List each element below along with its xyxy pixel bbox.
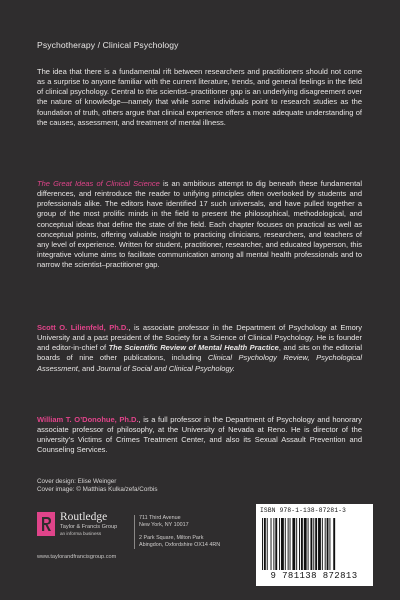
publisher-group: Taylor & Francis Group: [60, 524, 118, 530]
publisher-website: www.taylorandfrancisgroup.com: [37, 554, 117, 560]
publication-last: Journal of Social and Clinical Psychology.: [96, 363, 235, 373]
isbn-label: ISBN 978-1-138-87281-3: [260, 507, 347, 514]
address-line: New York, NY 10017: [139, 522, 189, 528]
routledge-logo-icon: [37, 512, 55, 536]
bio-text: , and: [77, 363, 97, 373]
cover-credits: [37, 478, 157, 495]
author-bio-lilienfeld: [37, 323, 362, 374]
barcode-icon: [260, 518, 368, 570]
publication-list: Clinical Psychology Review, Psychological Assessment: [37, 353, 363, 373]
address-line: 2 Park Square, Milton Park: [139, 535, 204, 541]
journal-title: The Scientific Review of Mental Health Practice: [108, 343, 279, 353]
cover-image-credit: Cover image: © Matthias Kulka/zefa/Corbis: [37, 486, 158, 494]
paragraph-text: The idea that there is a fundamental rift between researchers and practitioners should not come as a surprise to anyone familiar with the current literature, trends, and general feelings in the field of clinical psychology. Central to this scientist–practitioner gap is an underlying disagreement over the nature of knowledge—namely that while some individuals point to research studies as the foundation of truth, others argue that clinical experience offers a more adequate understanding of the causes, assessment, and treatment of mental illness.: [37, 67, 362, 127]
paragraph-text: is an ambitious attempt to dig beneath these fundamental differences, and reintroduce the reader to unifying principles often overlooked by students and professionals alike. The editors have identified 17 such universals, and have pulled together a group of the most prolific minds in the field to present the philosophical, methodological, and conceptual ideas that define the state of the field. Each chapter focuses on practical as well as conceptual points, offering valuable insight to practicing clinicians, researchers, and teachers of any level of experience. Written for student, practitioner, researcher, and educated layperson, this integrative volume aims to facilitate communication among all mental health professionals and to narrow the scientist–practitioner gap.: [37, 179, 363, 270]
isbn-barcode-box: [256, 504, 373, 586]
bio-text: , is a full professor in the Department of Psychology and honorary associate professor of philosophy, at the University of Nevada at Reno. He is director of the university’s Victims of Crimes Treatment Center, and also its Sexual Assault Prevention and Counseling Services.: [37, 415, 362, 455]
isbn-number: 9 781138 872813: [270, 571, 358, 581]
author-bio-odonohue: [37, 415, 362, 456]
publisher-logo: [37, 512, 132, 558]
bio-text: , is associate professor in the Department of Psychology at Emory University and a past president of the Society for a Science of Clinical Psychology. He is founder and editor-in-chief of: [37, 323, 362, 353]
publisher-name: Routledge: [60, 511, 108, 523]
publisher-addresses: [134, 515, 220, 549]
author-name: Scott O. Lilienfeld, Ph.D.: [37, 323, 129, 332]
author-name: William T. O’Donohue, Ph.D.: [37, 415, 139, 424]
address-line: 711 Third Avenue: [139, 515, 181, 521]
book-title: The Great Ideas of Clinical Science: [37, 179, 160, 188]
description-paragraph-1: [37, 67, 362, 128]
publisher-tagline: an informa business: [60, 531, 102, 536]
cover-design-credit: Cover design: Elise Weinger: [37, 478, 117, 485]
address-line: Abingdon, Oxfordshire OX14 4RN: [139, 542, 221, 548]
bio-text: , and sits on the editorial boards of nine other publications, including: [37, 343, 362, 363]
description-paragraph-2: [37, 179, 362, 270]
category-label: Psychotherapy / Clinical Psychology: [37, 40, 179, 50]
